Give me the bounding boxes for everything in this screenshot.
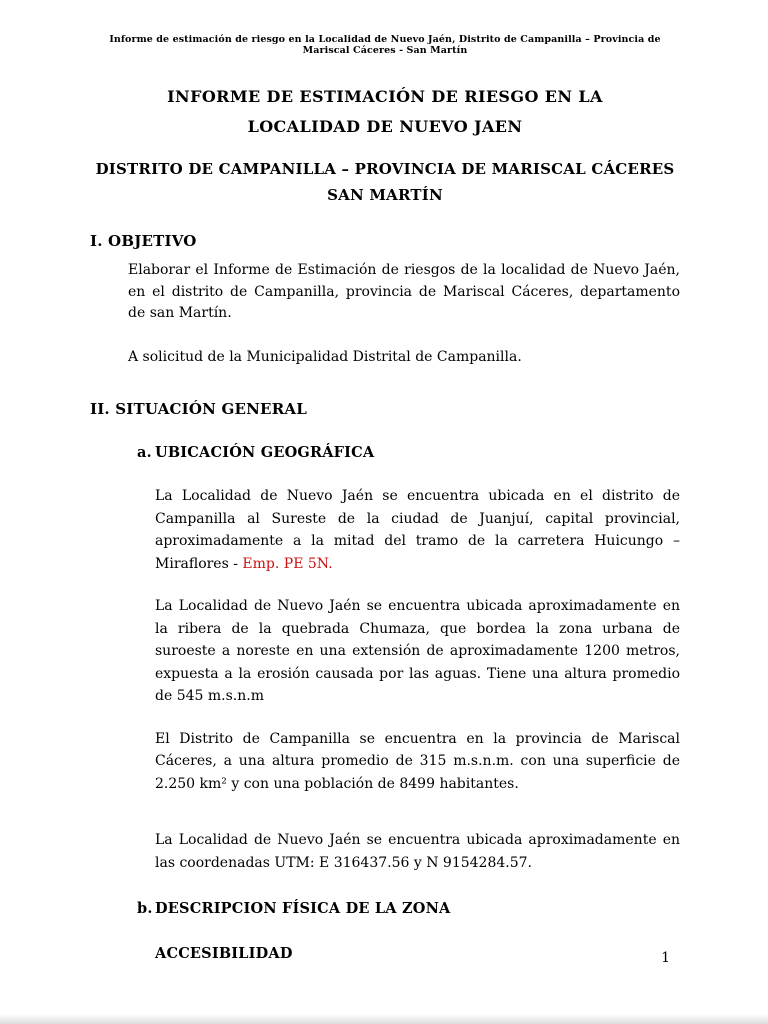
running-header: Informe de estimación de riesgo en la Localidad de Nuevo Jaén, Distrito de Campanilla – Provincia de Mariscal Cáceres - San Martín xyxy=(109,34,661,56)
ubicacion-paragraph-1 xyxy=(155,485,680,575)
ubicacion-paragraph-3: El Distrito de Campanilla se encuentra en la provincia de Mariscal Cáceres, a una altura promedio de 315 m.s.n.m. con una superficie de 2.250 km² y con una población de 8499 habitantes. xyxy=(155,730,680,792)
section-heading-situacion-general: II. SITUACIÓN GENERAL xyxy=(90,400,307,418)
ubicacion-paragraph-4: La Localidad de Nuevo Jaén se encuentra ubicada aproximadamente en las coordenadas UTM: E 316437.56 y N 9154284.57. xyxy=(155,832,680,871)
subsection-label-a: a. xyxy=(137,444,152,461)
subsection-heading-descripcion-fisica xyxy=(137,900,680,917)
document-title-line1: INFORME DE ESTIMACIÓN DE RIESGO EN LA xyxy=(167,87,603,106)
subsection-heading-ubicacion-geografica xyxy=(137,444,680,461)
document-subtitle-line2: SAN MARTÍN xyxy=(327,186,443,204)
ubicacion-paragraph-2: La Localidad de Nuevo Jaén se encuentra ubicada aproximadamente en la ribera de la quebrada Chumaza, que bordea la zona urbana de suroeste a noreste en una extensión de aproximadamente 1200 metros, expuesta a la erosión causada por las aguas. Tiene una altura promedio de 545 m.s.n.m xyxy=(155,598,680,704)
document-subtitle xyxy=(90,156,680,208)
scan-edge-shadow xyxy=(0,1014,768,1024)
subsection-label-b: b. xyxy=(137,900,153,917)
document-title xyxy=(90,82,680,142)
objetivo-paragraph-2: A solicitud de la Municipalidad Distrital de Campanilla. xyxy=(128,348,522,365)
accesibilidad-heading: ACCESIBILIDAD xyxy=(155,945,293,962)
section-heading-objetivo: I. OBJETIVO xyxy=(90,232,197,250)
subsection-title-ubicacion-geografica: UBICACIÓN GEOGRÁFICA xyxy=(155,444,375,461)
ubicacion-paragraph-1-text: La Localidad de Nuevo Jaén se encuentra ubicada en el distrito de Campanilla al Sureste de la ciudad de Juanjuí, capital provincial, aproximadamente a la mitad del tramo de la carretera Huicungo – Miraflores - xyxy=(155,488,680,572)
document-title-line2: LOCALIDAD DE NUEVO JAEN xyxy=(247,117,523,136)
document-subtitle-line1: DISTRITO DE CAMPANILLA – PROVINCIA DE MARISCAL CÁCERES xyxy=(95,160,675,178)
objetivo-paragraph-1: Elaborar el Informe de Estimación de riesgos de la localidad de Nuevo Jaén, en el distrito de Campanilla, provincia de Mariscal Cáceres, departamento de san Martín. xyxy=(128,262,680,321)
ubicacion-paragraph-1-highlight: Emp. PE 5N. xyxy=(242,555,333,572)
subsection-title-descripcion-fisica: DESCRIPCION FÍSICA DE LA ZONA xyxy=(155,900,451,917)
page-number: 1 xyxy=(661,950,670,966)
